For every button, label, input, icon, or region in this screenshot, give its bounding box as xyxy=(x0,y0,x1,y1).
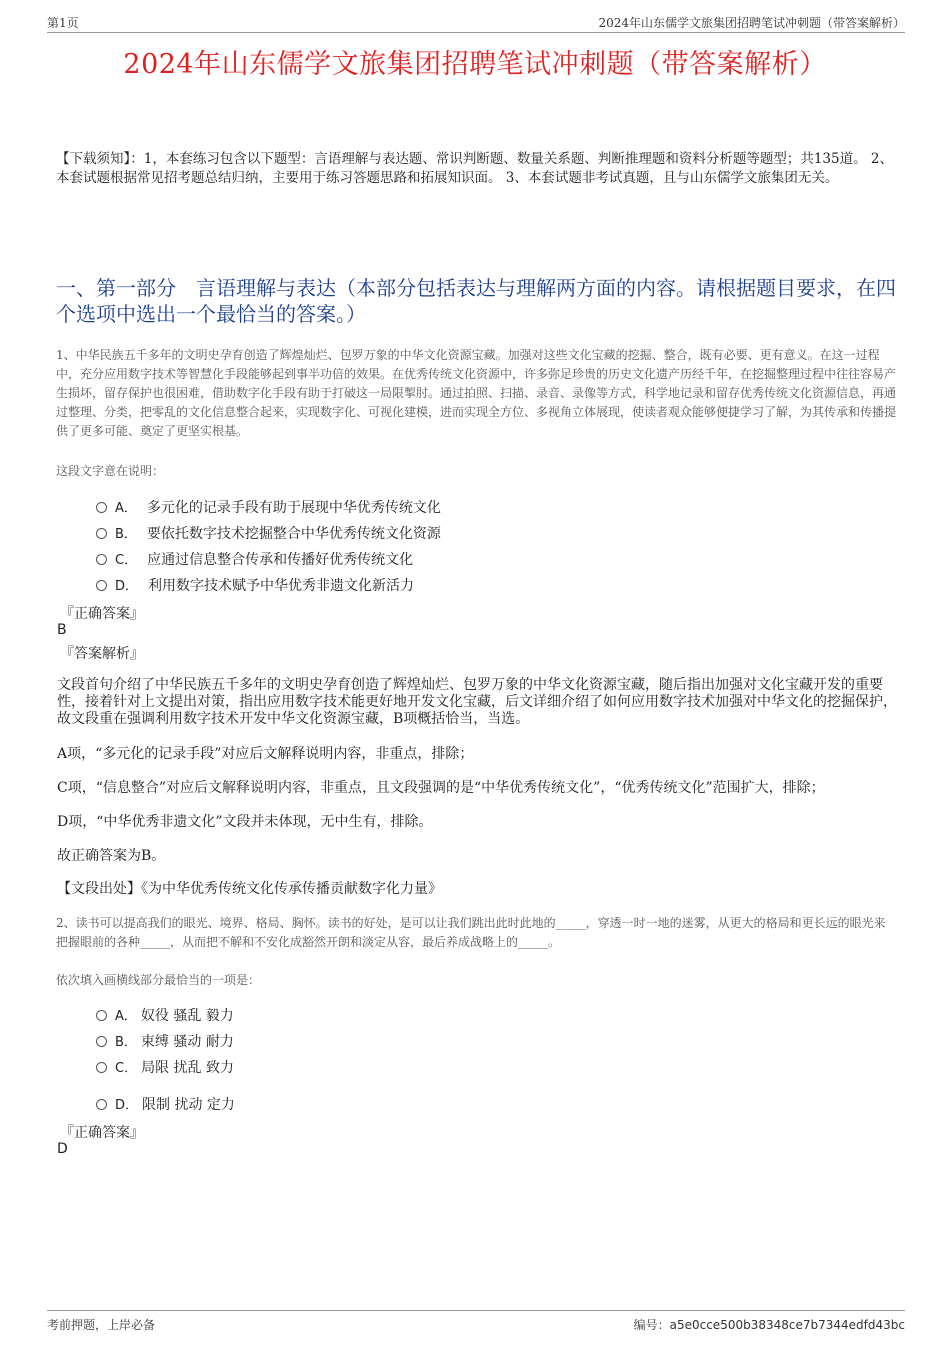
page-header xyxy=(47,12,905,33)
q1-analysis-conclusion: 故正确答案为B。 xyxy=(57,848,166,864)
q2-option-d[interactable]: D． 限制 扰动 定力 xyxy=(96,1094,235,1114)
q2-answer-label: 『正确答案』 xyxy=(60,1125,144,1141)
page-number: 第1页 xyxy=(47,16,79,30)
q2-option-c[interactable]: C． 局限 扰乱 致力 xyxy=(96,1057,234,1077)
radio-icon[interactable] xyxy=(96,1010,107,1021)
q2-option-a[interactable]: A． 奴役 骚乱 毅力 xyxy=(96,1005,234,1025)
download-notice: 【下载须知】：1，本套练习包含以下题型：言语理解与表达题、常识判断题、数量关系题、判断推理题和资料分析题等题型；共135道。 2、本套试题根据常见招考题总结归纳，主要用于练习答题思路和拓展知识面。 3、本套试题非考试真题，且与山东儒学文旅集团无关。 xyxy=(56,151,893,186)
page-footer xyxy=(47,1310,905,1333)
q1-analysis-c: C项，“信息整合”对应后文解释说明内容，非重点，且文段强调的是“中华优秀传统文化”，“优秀传统文化”范围扩大，排除； xyxy=(57,780,825,796)
document-title: 2024年山东儒学文旅集团招聘笔试冲刺题（带答案解析） xyxy=(123,49,827,80)
q1-option-c[interactable]: C． 应通过信息整合传承和传播好优秀传统文化 xyxy=(96,549,413,569)
q1-option-b[interactable]: B． 要依托数字技术挖掘整合中华优秀传统文化资源 xyxy=(96,523,441,543)
q1-analysis-main: 文段首句介绍了中华民族五千多年的文明史孕育创造了辉煌灿烂、包罗万象的中华文化资源宝藏，随后指出加强对文化宝藏开发的重要性，接着针对上文提出对策，指出应用数字技术能更好地开发文化宝藏，后文详细介绍了如何应用数字技术加强对中华文化的挖掘保护，故文段重在强调利用数字技术开发中华文化资源宝藏，B项概括恰当，当选。 xyxy=(57,677,897,727)
question-2-prompt: 依次填入画横线部分最恰当的一项是： xyxy=(56,973,261,987)
question-1-stem: 1、中华民族五千多年的文明史孕育创造了辉煌灿烂、包罗万象的中华文化资源宝藏。加强对这些文化宝藏的挖掘、整合，既有必要、更有意义。在这一过程中，充分应用数字技术等智慧化手段能够起到事半功倍的效果。在优秀传统文化资源中，许多弥足珍贵的历史文化遗产历经千年，在挖掘整理过程中往往容易产生损坏，留存保护也很困难，借助数字化手段有助于打破这一局限掣肘。通过拍照、扫描、录音、录像等方式，科学地记录和留存优秀传统文化资源信息，再通过整理、分类，把零乱的文化信息整合起来，实现数字化、可视化建模，进而实现全方位、多视角立体展现，使读者观众能够便捷学习了解，为其传承和传播提供了更多可能、奠定了更坚实根基。 xyxy=(56,348,897,438)
q1-analysis-d: D项，“中华优秀非遗文化”文段并未体现，无中生有，排除。 xyxy=(57,814,433,830)
radio-icon[interactable] xyxy=(96,528,107,539)
q1-option-d[interactable]: D． 利用数字技术赋予中华优秀非遗文化新活力 xyxy=(96,575,414,595)
q1-source: 【文段出处】《为中华优秀传统文化传承传播贡献数字化力量》 xyxy=(57,881,442,897)
radio-icon[interactable] xyxy=(96,580,107,591)
question-1-prompt: 这段文字意在说明： xyxy=(56,464,165,478)
footer-code: 编号：a5e0cce500b38348ce7b7344edfd43bc xyxy=(633,1318,905,1332)
q2-option-b[interactable]: B． 束缚 骚动 耐力 xyxy=(96,1031,234,1051)
question-2-stem: 2、读书可以提高我们的眼光、境界、格局、胸怀。读书的好处，是可以让我们跳出此时此地的_____，穿透一时一地的迷雾，从更大的格局和更长远的眼光来把握眼前的各种_____，从而把不解和不安化成豁然开朗和淡定从容，最后养成战略上的_____。 xyxy=(56,916,886,949)
section-heading: 一、第一部分 言语理解与表达（本部分包括表达与理解两方面的内容。请根据题目要求，在四个选项中选出一个最恰当的答案。） xyxy=(56,276,896,326)
q1-answer-label: 『正确答案』 xyxy=(60,606,144,622)
radio-icon[interactable] xyxy=(96,1099,107,1110)
radio-icon[interactable] xyxy=(96,502,107,513)
radio-icon[interactable] xyxy=(96,1062,107,1073)
footer-slogan: 考前押题，上岸必备 xyxy=(47,1318,156,1332)
q2-answer: D xyxy=(57,1141,68,1157)
q1-analysis-a: A项，“多元化的记录手段”对应后文解释说明内容，非重点，排除； xyxy=(57,746,474,762)
q1-analysis-label: 『答案解析』 xyxy=(60,646,144,662)
radio-icon[interactable] xyxy=(96,1036,107,1047)
q1-option-a[interactable]: A． 多元化的记录手段有助于展现中华优秀传统文化 xyxy=(96,497,441,517)
q1-answer: B xyxy=(57,622,67,638)
radio-icon[interactable] xyxy=(96,554,107,565)
header-doc-title: 2024年山东儒学文旅集团招聘笔试冲刺题（带答案解析） xyxy=(598,16,905,30)
